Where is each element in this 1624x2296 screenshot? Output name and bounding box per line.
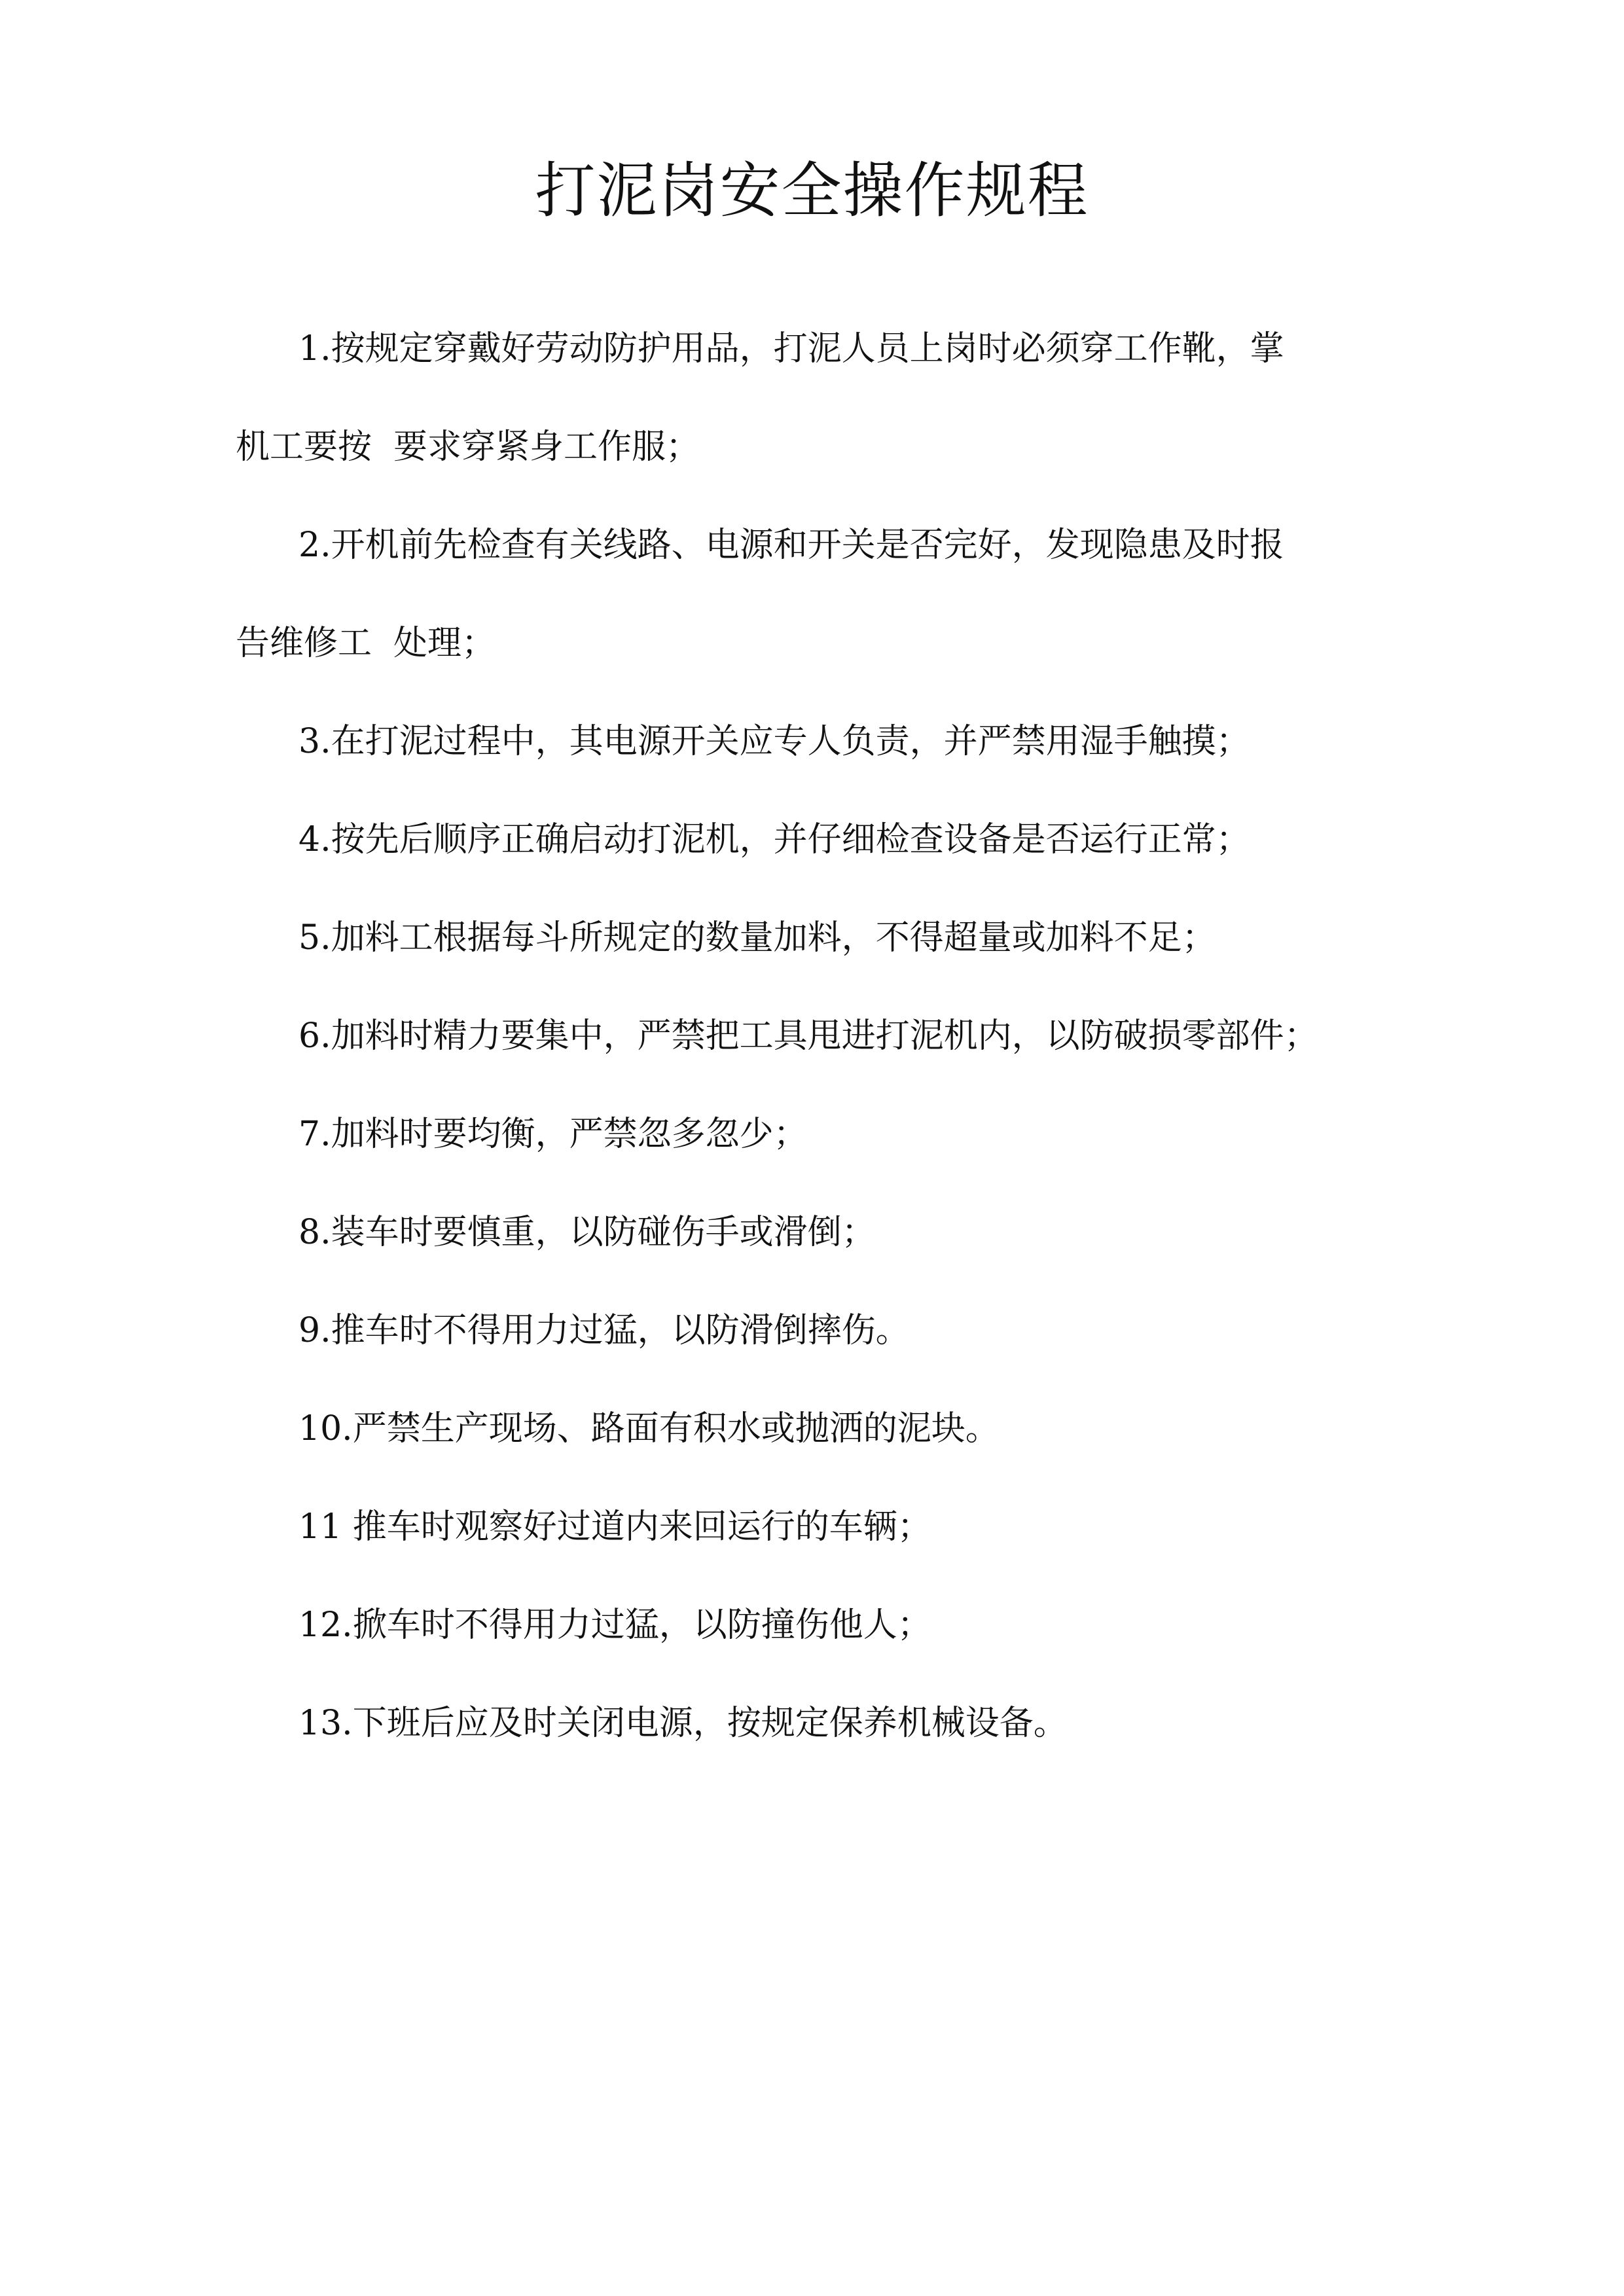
rule-item-11-text: 11 推车时观察好过道内来回运行的车辆；: [298, 1507, 931, 1547]
rule-item-9-text: 9.推车时不得用力过猛，以防滑倒摔伤。: [298, 1311, 910, 1350]
rule-item-13: [236, 1674, 1407, 1772]
rule-item-1-line-1: 1.按规定穿戴好劳动防护用品，打泥人员上岗时必须穿工作靴，掌: [298, 329, 1284, 368]
rule-item-10: [236, 1380, 1407, 1478]
document-title: 打泥岗安全操作规程: [535, 156, 1089, 226]
rule-item-9: [236, 1282, 1407, 1380]
rule-item-7-text: 7.加料时要均衡，严禁忽多忽少；: [298, 1115, 808, 1154]
rule-item-2-line-1: 2.开机前先检查有关线路、电源和开关是否完好，发现隐患及时报: [298, 526, 1284, 565]
rule-item-12-text: 12.掀车时不得用力过猛，以防撞伤他人；: [298, 1605, 931, 1645]
rule-item-6-text: 6.加料时精力要集中，严禁把工具甩进打泥机内，以防破损零部件；: [298, 1016, 1318, 1056]
rule-item-2-line-2: 告维修工 处理；: [236, 624, 496, 663]
rule-item-5: [236, 889, 1407, 987]
rule-item-8: [236, 1183, 1407, 1282]
rule-item-3: [236, 692, 1407, 791]
document-body: [236, 300, 1407, 1772]
rule-item-8-text: 8.装车时要慎重，以防碰伤手或滑倒；: [298, 1213, 876, 1252]
rule-item-6: [236, 987, 1407, 1085]
rule-item-3-text: 3.在打泥过程中，其电源开关应专人负责，并严禁用湿手触摸；: [298, 722, 1250, 761]
rule-item-4: [236, 791, 1407, 889]
rule-item-10-text: 10.严禁生产现场、路面有积水或抛洒的泥块。: [298, 1409, 1000, 1448]
rule-item-4-text: 4.按先后顺序正确启动打泥机，并仔细检查设备是否运行正常；: [298, 820, 1250, 859]
rule-item-1: [236, 300, 1407, 496]
rule-item-5-text: 5.加料工根据每斗所规定的数量加料，不得超量或加料不足；: [298, 918, 1216, 958]
rule-item-12: [236, 1576, 1407, 1674]
rule-item-13-text: 13.下班后应及时关闭电源，按规定保养机械设备。: [298, 1704, 1068, 1743]
rule-item-1-line-2: 机工要按 要求穿紧身工作服；: [236, 427, 700, 467]
rule-item-2: [236, 496, 1407, 692]
rule-item-11: [236, 1478, 1407, 1576]
rule-item-7: [236, 1085, 1407, 1183]
